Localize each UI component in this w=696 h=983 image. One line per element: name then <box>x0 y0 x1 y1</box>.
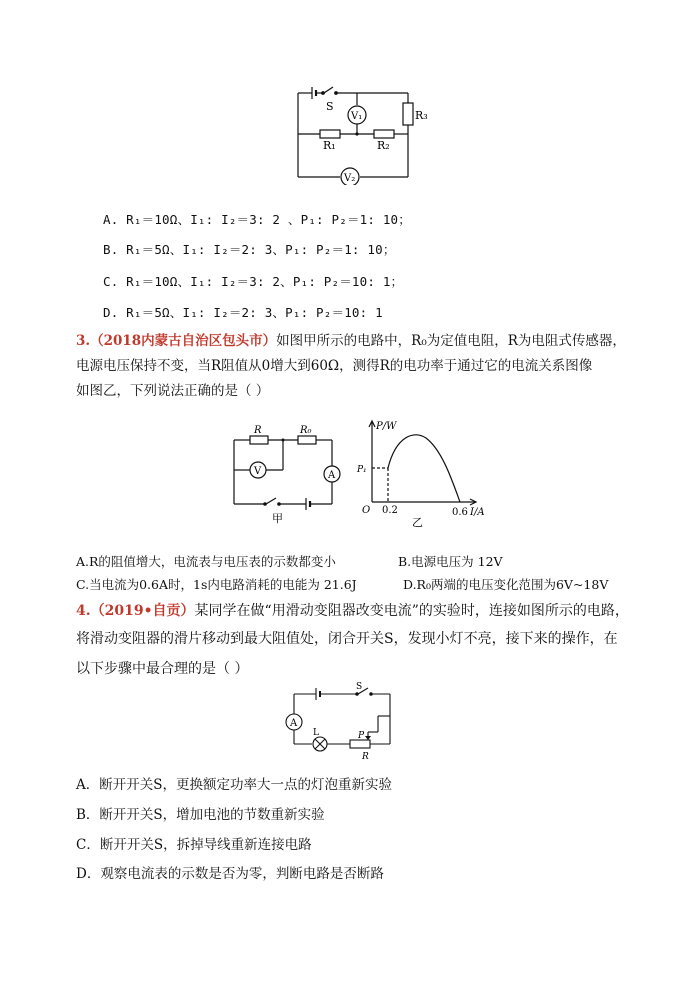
q4-stem-line1 <box>76 600 629 622</box>
resistor-r2-label: R₂ <box>377 139 390 152</box>
fig-jia-caption: 甲 <box>272 512 283 525</box>
q3-option-b: B.电源电压为 12V <box>398 554 503 569</box>
voltmeter-v1-label: V₁ <box>351 111 363 122</box>
q3-number: 3. <box>76 333 91 349</box>
circuit-figure-q4 <box>280 682 405 762</box>
graph-tick-0-6: 0.6 <box>452 507 468 518</box>
fig-jia-a-label: A <box>328 470 336 481</box>
resistor-r3-label: R₃ <box>415 109 428 122</box>
q4-source: （2019•自贡） <box>90 603 195 619</box>
fig-jia-r0-label: R₀ <box>300 425 312 436</box>
q3-text-1: 如图甲所示的电路中，R₀为定值电阻，R为电阻式传感器， <box>276 333 626 349</box>
fig-q4-a-label: A <box>290 718 298 729</box>
q3-option-c: C.当电流为0.6A时，1s内电路消耗的电能为 21.6J <box>76 577 357 592</box>
graph-figure-yi <box>356 416 496 528</box>
q4-text-1: 某同学在做“用滑动变阻器改变电流”的实验时，连接如图所示的电路， <box>194 603 629 619</box>
fig-q4-r-label: R <box>362 752 369 762</box>
graph-caption: 乙 <box>412 516 423 528</box>
q2-option-c: C. R₁＝10Ω、I₁: I₂＝3: 2、P₁: P₂＝10: 1； <box>103 274 404 289</box>
q3-stem-line2: 电源电压保持不变，当R阻值从0增大到60Ω，测得R的电功率于通过它的电流关系图像 <box>76 358 593 374</box>
q3-option-a: A.R的阻值增大，电流表与电压表的示数都变小 <box>76 554 336 569</box>
q4-option-d: D．观察电流表的示数是否为零，判断电路是否断路 <box>76 866 384 882</box>
fig-q4-p-label: P <box>358 731 365 741</box>
graph-tick-0-2: 0.2 <box>382 505 398 516</box>
fig-jia-v-label: V <box>254 466 262 477</box>
graph-p1-label: P₁ <box>357 465 367 475</box>
q4-option-c: C．断开开关S，拆掉导线重新连接电路 <box>76 837 312 853</box>
q4-number: 4. <box>76 603 91 619</box>
voltmeter-v2-label: V₂ <box>344 173 356 184</box>
graph-x-axis-label: I/A <box>470 507 485 518</box>
q3-option-d: D.R₀两端的电压变化范围为6V~18V <box>403 577 609 592</box>
power-curve <box>388 435 460 502</box>
q3-stem-line1 <box>76 330 626 352</box>
q3-source: （2018内蒙古自治区包头市） <box>90 333 277 349</box>
q3-stem-line3: 如图乙，下列说法正确的是（ ） <box>76 383 270 399</box>
fig-jia-r-label: R <box>254 425 262 436</box>
graph-y-axis-label: P/W <box>376 421 397 432</box>
circuit-figure-q2 <box>290 85 440 185</box>
q2-option-b: B. R₁＝5Ω、I₁: I₂＝2: 3、P₁: P₂＝1: 10； <box>103 242 396 257</box>
q4-option-a: A．断开开关S，更换额定功率大一点的灯泡重新实验 <box>76 777 392 793</box>
q2-option-a: A. R₁＝10Ω、I₁: I₂＝3: 2 、P₁: P₂＝1: 10； <box>103 212 411 227</box>
fig-q4-l-label: L <box>313 728 319 738</box>
fig-q4-s-label: S <box>356 682 363 692</box>
switch-label: S <box>326 100 334 113</box>
q2-option-d: D. R₁＝5Ω、I₁: I₂＝2: 3、P₁: P₂＝10: 1 <box>103 305 383 320</box>
resistor-r1-label: R₁ <box>323 139 336 152</box>
q4-stem-line2: 将滑动变阻器的滑片移动到最大阻值处，闭合开关S，发现小灯不亮，接下来的操作，在 <box>76 631 618 647</box>
q4-option-b: B．断开开关S，增加电池的节数重新实验 <box>76 807 325 823</box>
graph-origin-label: O <box>362 505 371 516</box>
circuit-figure-jia <box>228 422 358 527</box>
q4-stem-line3: 以下步骤中最合理的是（ ） <box>76 661 249 677</box>
